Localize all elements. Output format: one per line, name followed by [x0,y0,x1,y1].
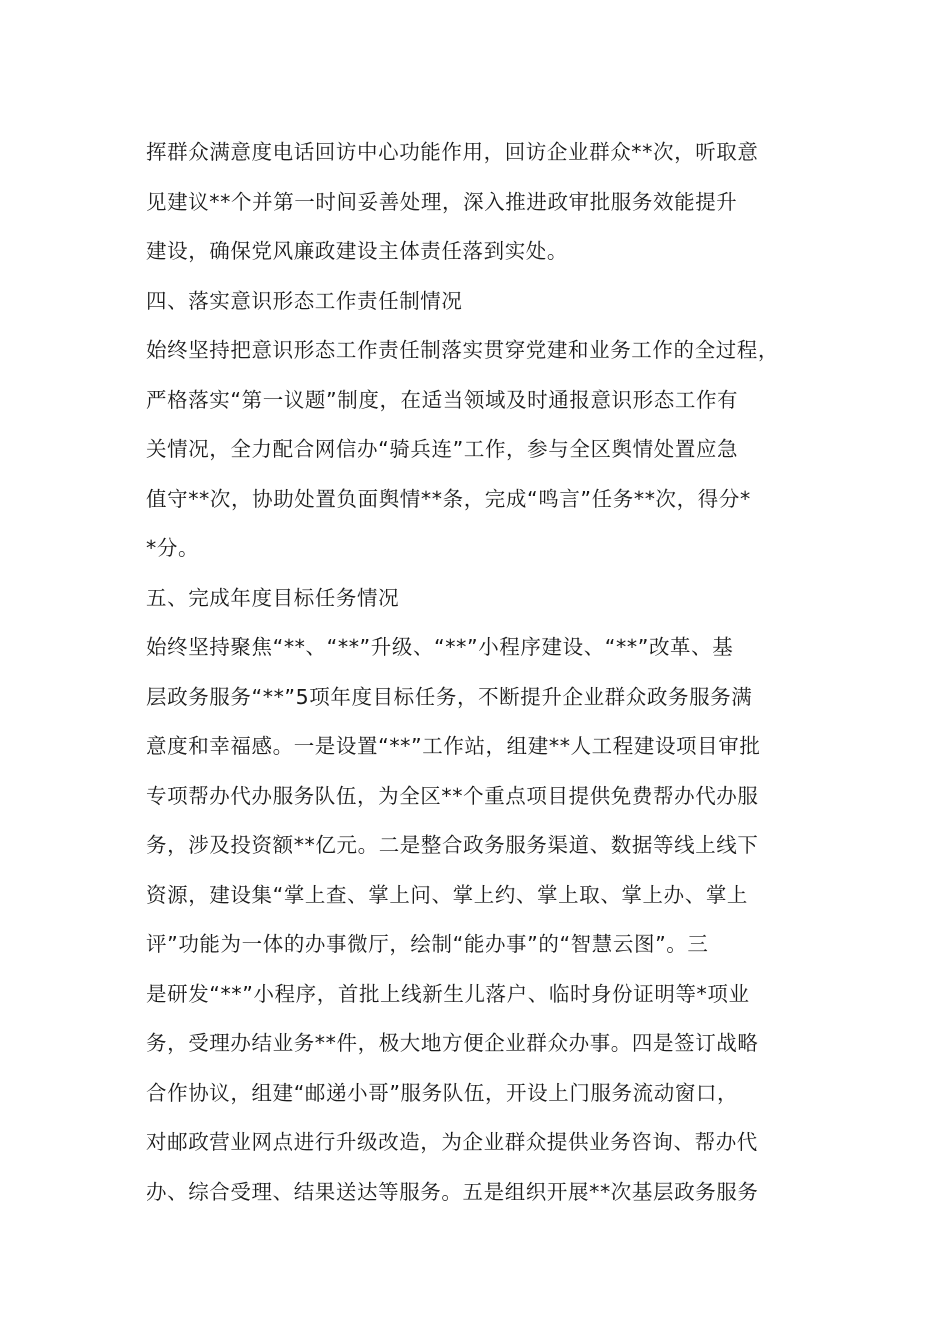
body-line: 评”功能为一体的办事微厅，绘制“能办事”的“智慧云图”。三 [146,932,709,956]
body-line: 办、综合受理、结果送达等服务。五是组织开展**次基层政务服务 [146,1179,759,1204]
body-line: 建设，确保党风廉政建设主体责任落到实处。 [146,239,568,263]
section-heading: 四、落实意识形态工作责任制情况 [146,288,463,313]
body-line: 关情况，全力配合网信办“骑兵连”工作，参与全区舆情处置应急 [146,437,739,461]
document-body [146,128,811,1217]
body-line: 专项帮办代办服务队伍，为全区**个重点项目提供免费帮办代办服 [146,783,759,808]
section-heading: 五、完成年度目标任务情况 [146,585,400,610]
body-line: 见建议**个并第一时间妥善处理，深入推进政审批服务效能提升 [146,189,738,214]
body-line: 是研发“**”小程序，首批上线新生儿落户、临时身份证明等*项业 [146,981,750,1006]
body-line: 对邮政营业网点进行升级改造，为企业群众提供业务咨询、帮办代 [146,1130,758,1154]
body-line: 意度和幸福感。一是设置“**”工作站，组建**人工程建设项目审批 [146,734,761,758]
body-line: 层政务服务“**”5项年度目标任务，不断提升企业群众政务服务满 [146,684,753,709]
body-line: 挥群众满意度电话回访中心功能作用，回访企业群众**次，听取意 [146,140,759,164]
body-line: *分。 [146,536,200,560]
body-line: 严格落实“第一议题”制度，在适当领域及时通报意识形态工作有 [146,387,739,412]
body-line: 始终坚持聚焦“**、“**”升级、“**”小程序建设、“**”改革、基 [146,635,734,659]
body-line: 始终坚持把意识形态工作责任制落实贯穿党建和业务工作的全过程， [146,338,779,362]
body-line: 务，涉及投资额**亿元。二是整合政务服务渠道、数据等线上线下 [146,833,759,857]
body-line: 合作协议，组建“邮递小哥”服务队伍，开设上门服务流动窗口， [146,1080,739,1105]
body-line: 值守**次，协助处置负面舆情**条，完成“鸣言”任务**次，得分* [146,486,751,511]
body-line: 务，受理办结业务**件，极大地方便企业群众办事。四是签订战略 [146,1031,759,1055]
body-line: 资源，建设集“掌上查、掌上问、掌上约、掌上取、掌上办、掌上 [146,882,749,907]
